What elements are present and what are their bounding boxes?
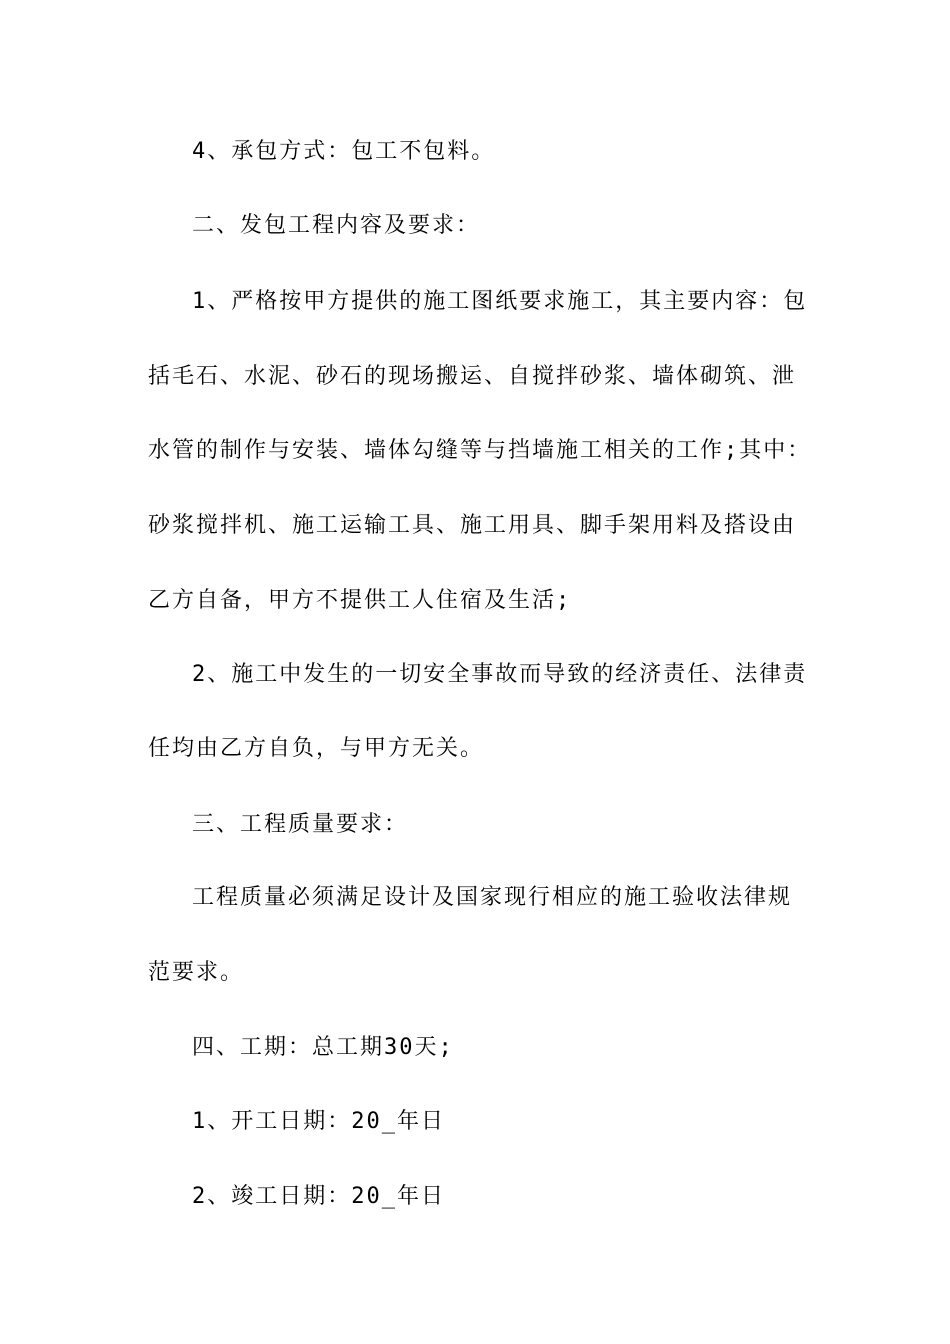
section-heading-schedule: 四、工期：总工期30天;	[192, 1035, 454, 1060]
paragraph-line: 砂浆搅拌机、施工运输工具、施工用具、脚手架用料及搭设由	[148, 513, 797, 538]
paragraph-line: 工程质量必须满足设计及国家现行相应的施工验收法律规	[192, 885, 793, 910]
completion-date-line: 2、竣工日期：20_年日	[192, 1184, 445, 1209]
paragraph-line: 任均由乙方自负，与甲方无关。	[148, 736, 485, 761]
clause-contract-method: 4、承包方式：包工不包料。	[192, 139, 496, 164]
start-date-line: 1、开工日期：20_年日	[192, 1109, 445, 1134]
paragraph-line: 水管的制作与安装、墙体勾缝等与挡墙施工相关的工作;其中：	[148, 438, 812, 463]
paragraph-line: 2、施工中发生的一切安全事故而导致的经济责任、法律责	[192, 662, 808, 687]
paragraph-line: 范要求。	[148, 960, 245, 985]
paragraph-line: 1、严格按甲方提供的施工图纸要求施工，其主要内容：包	[192, 289, 808, 314]
section-heading-scope: 二、发包工程内容及要求：	[192, 213, 481, 238]
paragraph-line: 乙方自备，甲方不提供工人住宿及生活;	[148, 588, 572, 613]
paragraph-line: 括毛石、水泥、砂石的现场搬运、自搅拌砂浆、墙体砌筑、泄	[148, 364, 797, 389]
section-heading-quality: 三、工程质量要求：	[192, 812, 409, 837]
